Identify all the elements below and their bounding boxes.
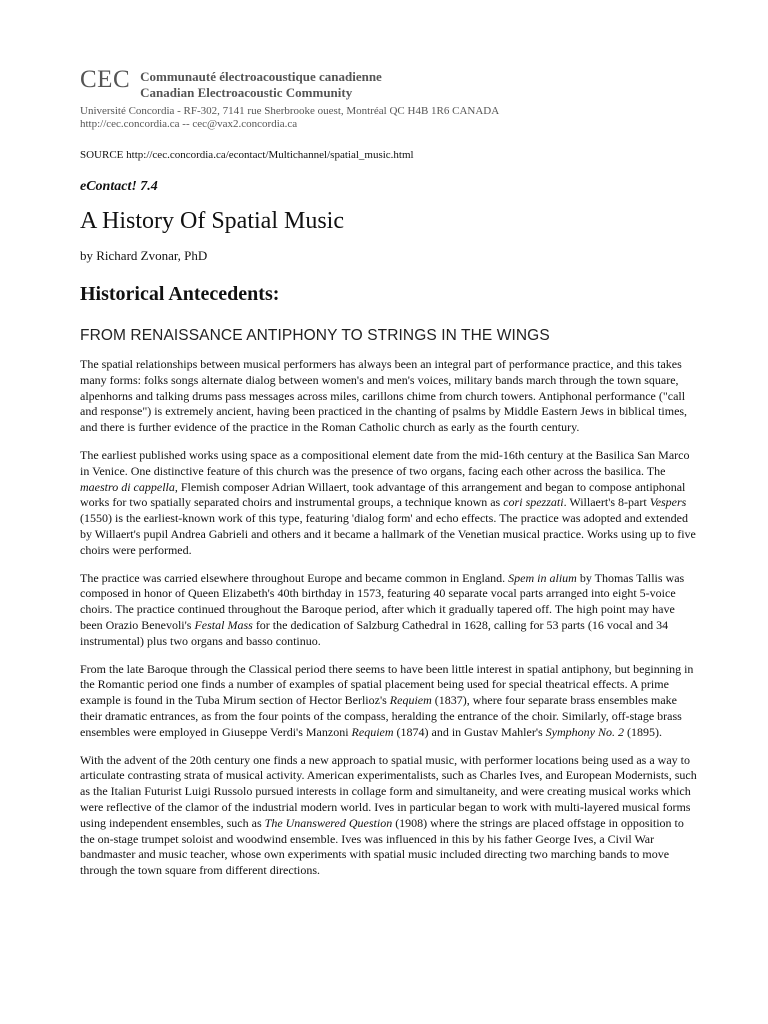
source-url: SOURCE http://cec.concordia.ca/econtact/Multichannel/spatial_music.html [80, 149, 414, 161]
org-name-french: Communauté électroacoustique canadienne [140, 69, 382, 84]
document-page [80, 66, 700, 879]
paragraph-text: The earliest published works using space as a compositional element date from the mid-16th century at the Basilica San Marco in Venice. One distinctive feature of this church was the presence of two organs, facing each other across the basilica. The [80, 447, 690, 478]
italic-title-text: Requiem [351, 724, 394, 739]
italic-title-text: maestro di cappella [80, 479, 175, 494]
org-name-english: Canadian Electroacoustic Community [140, 85, 353, 100]
org-contact: http://cec.concordia.ca -- cec@vax2.concordia.ca [80, 118, 298, 130]
paragraph-text: for the dedication of Salzburg Cathedral in 1628, calling for 53 parts (16 vocal and 34 instrumental) plus two organs and basso continuo. [80, 617, 669, 648]
italic-title-text: Spem in alium [508, 570, 577, 585]
issue-label: eContact! 7.4 [80, 179, 158, 194]
italic-title-text: Symphony No. 2 [545, 724, 624, 739]
paragraph-text: , Flemish composer Adrian Willaert, took advantage of this arrangement and began to compose antiphonal works for two spatially separated choirs and instrumental groups, a technique known as [80, 479, 686, 510]
subsection-heading: FROM RENAISSANCE ANTIPHONY TO STRINGS IN THE WINGS [80, 327, 550, 344]
italic-title-text: Requiem [389, 693, 432, 708]
italic-title-text: Vespers [649, 495, 687, 510]
paragraph-text: (1895). [624, 724, 662, 739]
paragraph-text: (1908) where the strings are placed offstage in opposition to the on-stage trumpet soloist and woodwind ensemble. Ives was influenced in this by his father George Ives, a Civil War bandmaster and music teacher, whose own experiments with spatial music included directing two marching bands to move through the town square from different directions. [80, 815, 684, 878]
paragraph-text: . Willaert's 8-part [563, 495, 650, 510]
paragraph-text: From the late Baroque through the Classical period there seems to have been little interest in spatial antiphony, but beginning in the Romantic period one finds a number of examples of spatial placement being used for special theatrical effects. A prime example is found in the Tuba Mirum section of Hector Berlioz's [80, 661, 694, 708]
paragraph-text: The spatial relationships between musical performers has always been an integral part of performance practice, and this takes many forms: folks songs alternate dialog between women's and men's voices, military bands march through the town square, alpenhorns and talking drums pass messages across miles, carillons chime from church towers. Antiphonal performance ("call and response") is extremely ancient, having been practiced in the chanting of psalms by Middle Eastern Jews in biblical times, and there is further evidence of the practice in the Roman Catholic church as early as the fourth century. [80, 357, 688, 435]
italic-title-text: cori spezzati [503, 495, 564, 510]
cec-logo: CEC [80, 66, 131, 93]
italic-title-text: The Unanswered Question [264, 815, 393, 830]
org-address: Université Concordia - RF-302, 7141 rue Sherbrooke ouest, Montréal QC H4B 1R6 CANADA [80, 105, 500, 117]
paragraph-text: by Thomas Tallis was composed in honor of Queen Elizabeth's 40th birthday in 1573, featuring 40 separate vocal parts arranged into eight 5-voice choirs. The practice continued throughout the Baroque period, after which it gradually tapered off. The high point may have been Orazio Benevoli's [80, 570, 685, 632]
paragraph-text: The practice was carried elsewhere throughout Europe and became common in England. [80, 570, 509, 585]
article-author: by Richard Zvonar, PhD [80, 248, 208, 263]
section-heading: Historical Antecedents: [80, 283, 280, 305]
article-title: A History Of Spatial Music [80, 208, 344, 234]
paragraph-text: With the advent of the 20th century one finds a new approach to spatial music, with performer locations being used as a way to articulate contrasting strata of musical activity. American experimentalists, such as Charles Ives, and European Modernists, such as the Italian Futurist Luigi Russolo pursued interests in collage form and simultaneity, and were creating musical works which were reflective of the clamor of the industrial modern world. Ives in particular began to work with multi-layered musical forms using independent ensembles, such as [80, 752, 697, 830]
paragraph-3 [80, 571, 700, 650]
paragraph-1 [80, 357, 700, 436]
organization-names [140, 66, 382, 101]
paragraph-5 [80, 753, 700, 879]
paragraph-text: (1874) and in Gustav Mahler's [393, 724, 546, 739]
paragraph-4 [80, 662, 700, 741]
paragraph-text: (1837), where four separate brass ensembles make their dramatic entrances, as from the four points of the compass, heralding the entrance of the choir. Similarly, off-stage brass ensembles were employed in Giuseppe Verdi's Manzoni [80, 693, 682, 739]
paragraph-text: (1550) is the earliest-known work of this type, featuring 'dialog form' and echo effects. The practice was adopted and extended by Willaert's pupil Andrea Gabrieli and others and it became a hallmark of the Venetian musical practice. Works using up to five choirs were performed. [80, 511, 696, 557]
italic-title-text: Festal Mass [194, 617, 253, 632]
site-header [80, 66, 700, 101]
paragraph-2 [80, 448, 700, 559]
